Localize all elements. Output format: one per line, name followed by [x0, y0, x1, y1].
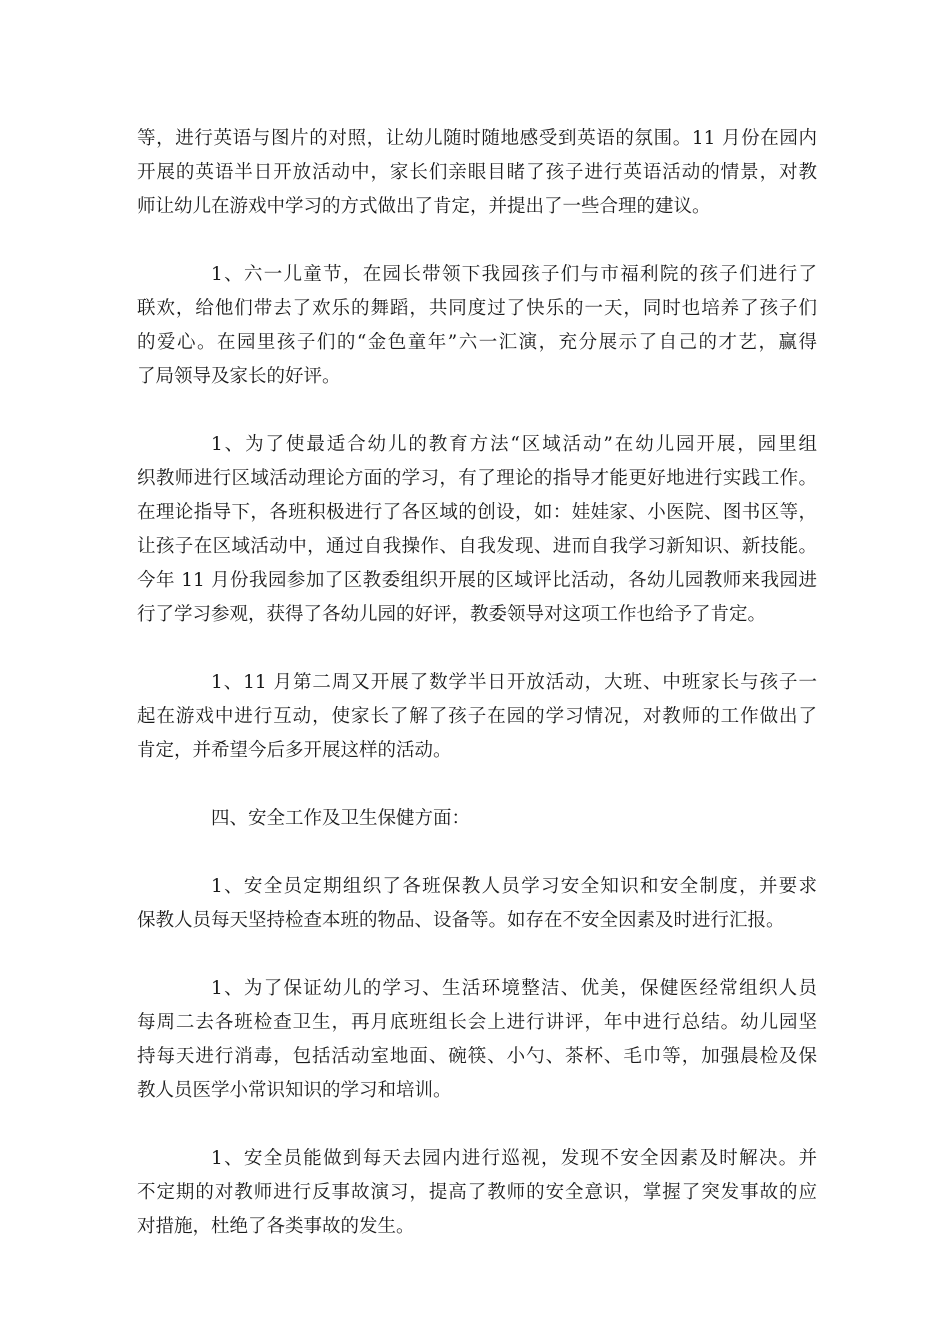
paragraph-line: 让孩子在区域活动中，通过自我操作、自我发现、进而自我学习新知识、新技能。 — [137, 536, 817, 557]
paragraph-line: 开展的英语半日开放活动中，家长们亲眼目睹了孩子进行英语活动的情景，对教 — [137, 162, 817, 183]
paragraph-line: 1、安全员定期组织了各班保教人员学习安全知识和安全制度，并要求 — [211, 876, 817, 897]
paragraph-line: 1、安全员能做到每天去园内进行巡视，发现不安全因素及时解决。并 — [211, 1148, 817, 1169]
document-body — [137, 122, 817, 1278]
paragraph-line: 联欢，给他们带去了欢乐的舞蹈，共同度过了快乐的一天，同时也培养了孩子们 — [137, 298, 817, 319]
paragraph-line: 起在游戏中进行互动，使家长了解了孩子在园的学习情况，对教师的工作做出了 — [137, 706, 817, 727]
paragraph — [137, 428, 817, 632]
paragraph-line: 教人员医学小常识知识的学习和培训。 — [137, 1080, 452, 1101]
paragraph-line: 的爱心。在园里孩子们的“金色童年”六一汇演，充分展示了自己的才艺，赢得 — [137, 332, 817, 353]
paragraph-line: 1、为了保证幼儿的学习、生活环境整洁、优美，保健医经常组织人员 — [211, 978, 817, 999]
paragraph — [137, 1142, 817, 1244]
paragraph-line: 保教人员每天坚持检查本班的物品、设备等。如存在不安全因素及时进行汇报。 — [137, 910, 785, 931]
paragraph-line: 持每天进行消毒，包括活动室地面、碗筷、小勺、茶杯、毛巾等，加强晨检及保 — [137, 1046, 817, 1067]
paragraph-line: 四、安全工作及卫生保健方面： — [211, 808, 471, 829]
paragraph-line: 在理论指导下，各班积极进行了各区域的创设，如：娃娃家、小医院、图书区等， — [137, 502, 817, 523]
paragraph-line: 对措施，杜绝了各类事故的发生。 — [137, 1216, 415, 1237]
paragraph-line: 行了学习参观，获得了各幼儿园的好评，教委领导对这项工作也给予了肯定。 — [137, 604, 767, 625]
paragraph-line: 每周二去各班检查卫生，再月底班组长会上进行讲评，年中进行总结。幼儿园坚 — [137, 1012, 817, 1033]
paragraph-line: 织教师进行区域活动理论方面的学习，有了理论的指导才能更好地进行实践工作。 — [137, 468, 817, 489]
paragraph-line: 师让幼儿在游戏中学习的方式做出了肯定，并提出了一些合理的建议。 — [137, 196, 711, 217]
paragraph-line: 肯定，并希望今后多开展这样的活动。 — [137, 740, 452, 761]
paragraph-line: 1、为了使最适合幼儿的教育方法“区域活动”在幼儿园开展，园里组 — [211, 434, 817, 455]
paragraph — [137, 802, 817, 836]
paragraph-line: 今年 11 月份我园参加了区教委组织开展的区域评比活动，各幼儿园教师来我园进 — [137, 570, 817, 591]
paragraph-line: 1、六一儿童节，在园长带领下我园孩子们与市福利院的孩子们进行了 — [211, 264, 817, 285]
paragraph — [137, 972, 817, 1108]
paragraph — [137, 122, 817, 224]
paragraph-line: 了局领导及家长的好评。 — [137, 366, 341, 387]
paragraph — [137, 870, 817, 938]
paragraph-line: 等，进行英语与图片的对照，让幼儿随时随地感受到英语的氛围。11 月份在园内 — [137, 128, 817, 149]
paragraph — [137, 258, 817, 394]
paragraph-line: 不定期的对教师进行反事故演习，提高了教师的安全意识，掌握了突发事故的应 — [137, 1182, 817, 1203]
paragraph — [137, 666, 817, 768]
paragraph-line: 1、11 月第二周又开展了数学半日开放活动，大班、中班家长与孩子一 — [211, 672, 817, 693]
